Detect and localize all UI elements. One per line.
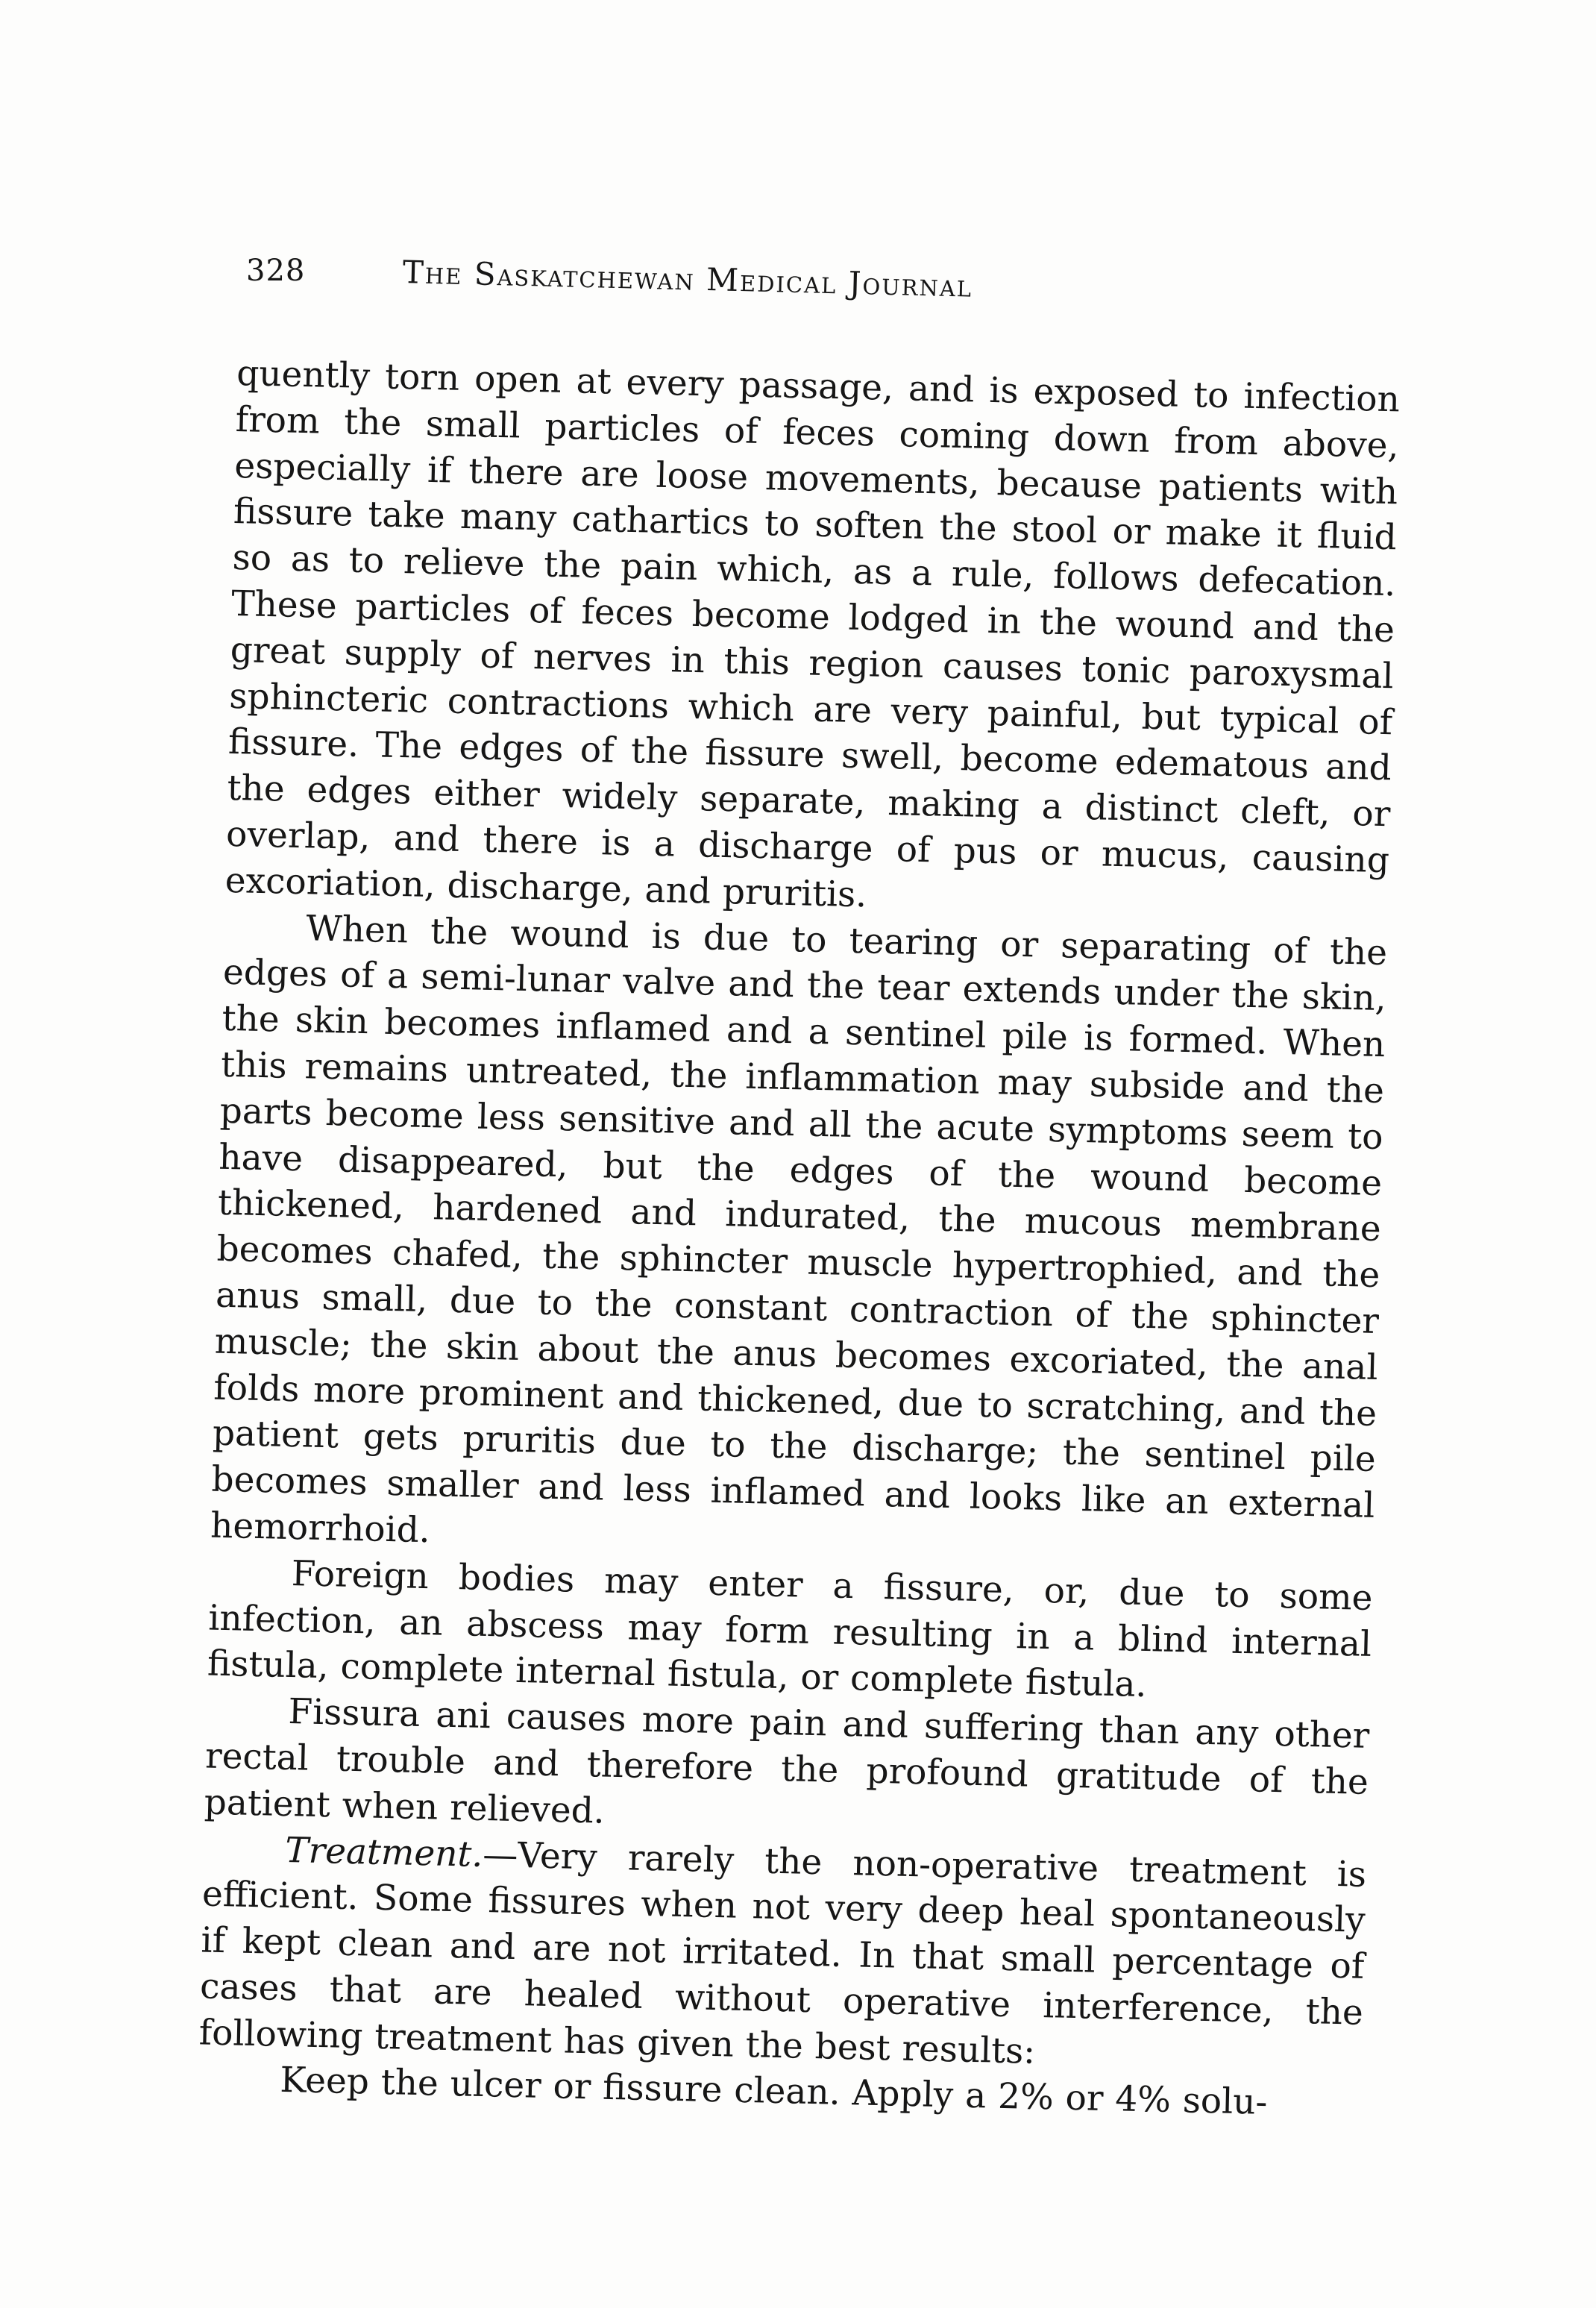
paragraph-5 [198, 1825, 1367, 2082]
paragraph-1: quently torn open at every passage, and is exposed to infection from the small particles of feces coming down from above, especially if there are loose movements, because patients with fissure take many cathartics to soften the stool or make it fluid so as to relieve the pain which, as a rule, follows defecation. These particles of feces become lodged in the wound and the great supply of nerves in this region causes tonic paroxysmal sphincteric contractions which are very painful, but typical of fissure. The edges of the fissure swell, become edematous and the edges either widely separate, making a distinct cleft, or overlap, and there is a discharge of pus or mucus, causing excoriation, discharge, and pruritis. [224, 352, 1401, 916]
paragraph-2: When the wound is due to tearing or separating of the edges of a semi-lunar valve and the tear extends under the skin, the skin becomes inflamed and a sentinel pile is formed. When this remains untreated, the inflammation may subside and the parts become less sensitive and all the acute symptoms seem to have disappeared, but the edges of the wound become thickened, hardened and indurated, the mucous membrane becomes chafed, the sphincter muscle hypertrophied, and the anus small, due to the constant contraction of the sphincter muscle; the skin about the anus becomes excoriated, the anal folds more prominent and thickened, due to scratching, and the patient gets pruritis due to the discharge; the sentinel pile becomes smaller and less inflamed and looks like an external hemorrhoid. [210, 907, 1388, 1552]
page-header [246, 254, 1395, 313]
treatment-heading: Treatment. [284, 1829, 484, 1875]
paragraph-3: Foreign bodies may enter a fissure, or, due to some infection, an abscess may form resulting in a blind internal fistula, complete internal fistula, or complete fistula. [207, 1552, 1374, 1706]
body-text [198, 351, 1401, 2128]
page-number: 328 [246, 254, 306, 288]
paragraph-6: Keep the ulcer or fissure clean. Apply a 2% or 4% solu- [279, 2060, 1268, 2124]
paragraph-4: Fissura ani causes more pain and suffering than any other rectal trouble and therefore the profound gratitude of the patient when relieved. [204, 1691, 1370, 1832]
running-head: The Saskatchewan Medical Journal [402, 254, 973, 304]
paragraph-5-text: —Very rarely the non-operative treatment is efficient. Some fissures when not very deep heal spontaneously if kept clean and are not irritated. In that small percentage of cases that are healed without operative interference, the following treatment has given the best results: [198, 1834, 1367, 2072]
